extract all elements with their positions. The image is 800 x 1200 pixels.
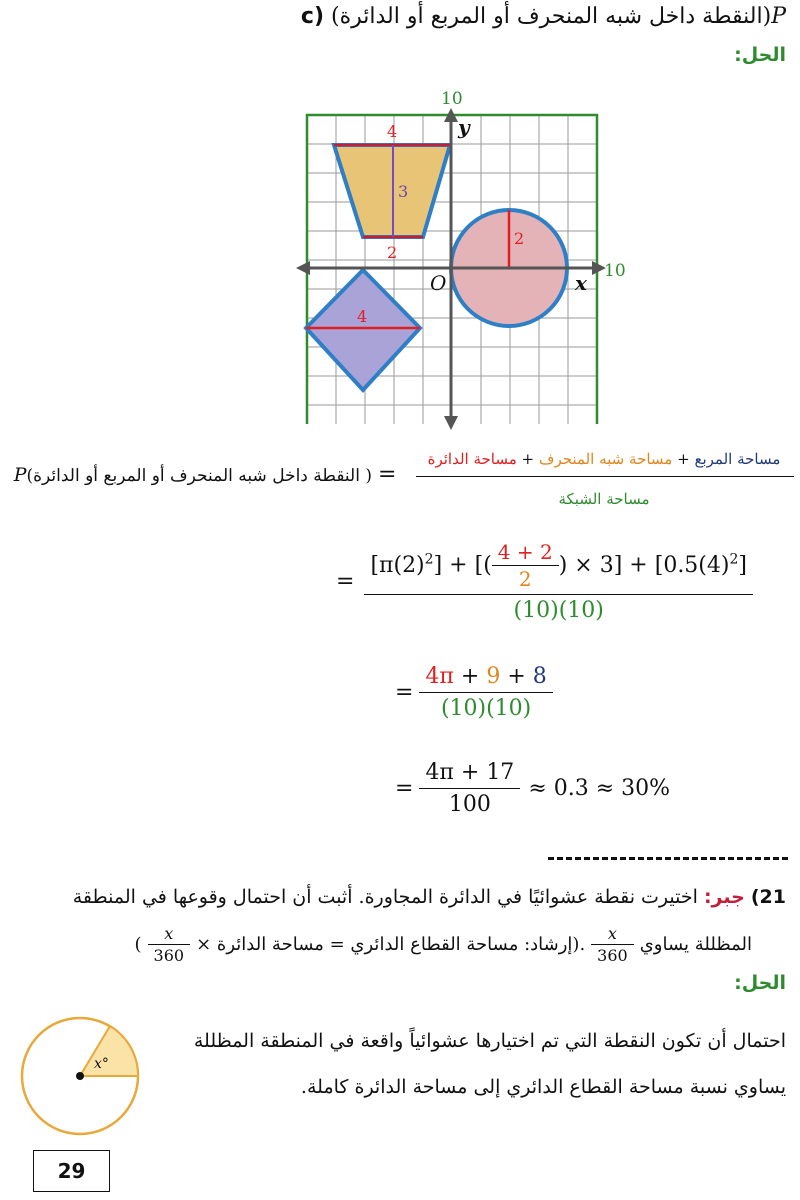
step3-equals: =: [395, 776, 414, 801]
part-c-header: [301, 4, 786, 29]
grid-size-label: 10: [441, 89, 463, 109]
page-number: 29: [33, 1150, 110, 1192]
q21-line-2-a: المظللة يساوي: [639, 934, 752, 955]
step2-denominator: (10)(10): [440, 696, 532, 721]
square-diagonal-label: 4: [357, 307, 368, 326]
q21-line-2-c: ): [134, 934, 142, 955]
sector-center-dot: [76, 1072, 84, 1080]
section-divider: [548, 857, 788, 860]
step1-numerator: [364, 540, 753, 594]
trapezoid-bottom-label: 2: [387, 243, 398, 262]
step2-term-b: 9: [486, 664, 501, 689]
q21-line-1: [73, 886, 786, 908]
step1-fraction: [364, 540, 753, 623]
square-shape: [306, 270, 420, 390]
formula-step-1: [336, 540, 753, 623]
numer-square-area: مساحة المربع: [694, 450, 781, 468]
formula-denominator: مساحة الشبكة: [558, 490, 650, 508]
trapezoid-top-label: 4: [387, 122, 398, 141]
q21-fraction-2: $\frac{x}{360}$: [148, 924, 191, 965]
step2-term-a: 4π: [425, 664, 454, 689]
step1-circle-term: $[\pi(2)^2]$: [370, 551, 443, 578]
q21-fraction-1: $\frac{x}{360}$: [591, 924, 634, 965]
q21-number: 21): [750, 886, 786, 908]
x-axis-arrow-left: [296, 261, 310, 275]
x-axis-size-label: 10: [604, 261, 626, 281]
step1-trapezoid-term: [( $\frac{4 + 2}{2}$ ) × 3]: [474, 540, 623, 591]
sector-angle-label: x°: [94, 1056, 109, 1072]
formula-lhs: [6, 464, 372, 486]
solution-label-c: الحل:: [734, 44, 786, 66]
trapezoid-height-label: 3: [398, 182, 409, 201]
origin-label: O: [430, 271, 447, 295]
formula-step-2: [395, 664, 553, 721]
q21-line-2: [135, 924, 752, 965]
formula-lhs-text: ( النقطة داخل شبه المنحرف أو المربع أو الدائرة): [26, 466, 372, 486]
numer-trapezoid-area: مساحة شبه المنحرف: [538, 450, 673, 468]
answer-line-2: يساوي نسبة مساحة القطاع الدائري إلى مساحة الدائرة كاملة.: [300, 1076, 786, 1098]
numer-plus-2: +: [521, 450, 535, 468]
step3-numerator: 4π + 17: [425, 760, 515, 785]
numer-circle-area: مساحة الدائرة: [427, 450, 517, 468]
formula-lhs-p: P: [13, 464, 27, 486]
formula-step-3: [395, 760, 670, 817]
sector-figure: [20, 1008, 156, 1144]
formula-fraction-bar: [416, 476, 794, 477]
answer-line-1: احتمال أن تكون النقطة التي تم اختيارها عشوائياً واقعة في المنطقة المظللة: [193, 1030, 786, 1052]
formula-main: [6, 442, 796, 522]
step2-term-c: 8: [532, 664, 547, 689]
x-variable-label: x: [575, 271, 587, 295]
q21-line-2-b: .(إرشاد: مساحة القطاع الدائري = مساحة الدائرة ×: [196, 934, 586, 955]
step3-result: ≈ 0.3 ≈ 30%: [528, 776, 671, 801]
q21-line-1-text: اختيرت نقطة عشوائيًا في الدائرة المجاورة. أثبت أن احتمال وقوعها في المنطقة: [72, 886, 698, 908]
step2-fraction: [419, 664, 552, 721]
y-variable-label: y: [458, 115, 470, 139]
q21-tag: جبر:: [703, 886, 745, 908]
step1-denominator: (10)(10): [513, 598, 604, 623]
y-axis-arrow-down: [444, 416, 458, 430]
numer-plus-1: +: [677, 450, 690, 468]
step1-plus-1: +: [449, 552, 468, 578]
step2-numerator: [419, 664, 552, 692]
part-c-title: (النقطة داخل شبه المنحرف أو المربع أو الدائرة): [331, 4, 772, 29]
formula-numerator: [414, 450, 794, 468]
step1-square-term: $[0.5(4)^2]$: [654, 551, 747, 578]
step1-plus-2: +: [629, 552, 648, 578]
formula-equals: =: [378, 462, 397, 487]
part-c-label: c): [300, 4, 325, 29]
part-c-p-symbol: P: [771, 4, 786, 29]
step2-plus-1: +: [460, 664, 480, 689]
step3-denominator: 100: [448, 792, 491, 817]
circle-radius-label: 2: [514, 229, 525, 248]
step2-plus-2: +: [507, 664, 526, 689]
geometry-figure: [290, 84, 630, 434]
step3-fraction: [419, 760, 520, 817]
step2-equals: =: [395, 680, 414, 705]
step1-equals: =: [336, 569, 355, 594]
solution-label-21: الحل:: [734, 972, 786, 994]
